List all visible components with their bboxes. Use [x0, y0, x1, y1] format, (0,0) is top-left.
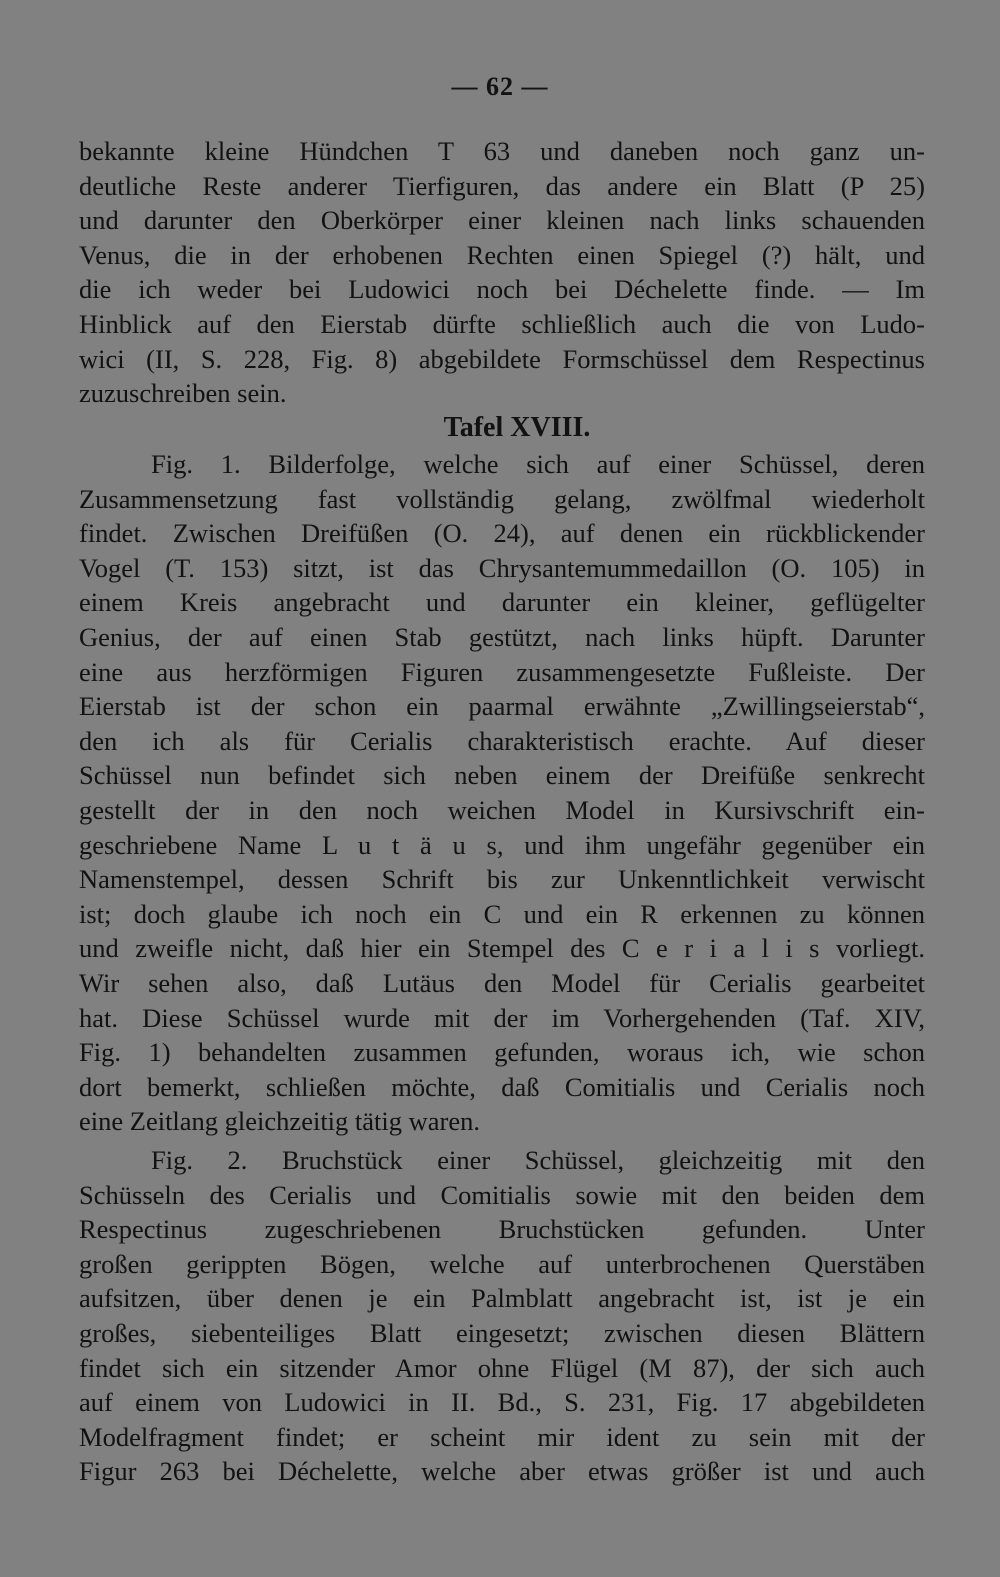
- text-line: auf einem von Ludowici in II. Bd., S. 231, Fig. 17 abgebildeten: [79, 1387, 925, 1418]
- text-line: deutliche Reste anderer Tierfiguren, das andere ein Blatt (P 25): [79, 170, 925, 201]
- text-line: findet sich ein sitzender Amor ohne Flügel (M 87), der sich auch: [79, 1352, 925, 1383]
- section-heading: Tafel XVIII.: [443, 412, 591, 443]
- text-line: großen gerippten Bögen, welche auf unterbrochenen Querstäben: [79, 1248, 925, 1279]
- text-line: Schüssel nun befindet sich neben einem der Dreifüße senkrecht: [79, 760, 925, 791]
- text-line: ist; doch glaube ich noch ein C und ein R erkennen zu können: [79, 898, 925, 929]
- text-line: eine aus herzförmigen Figuren zusammengesetzte Fußleiste. Der: [79, 656, 925, 687]
- text-line: wici (II, S. 228, Fig. 8) abgebildete Formschüssel dem Respectinus: [79, 343, 925, 374]
- section-fig-1: [79, 411, 925, 1139]
- text-line: hat. Diese Schüssel wurde mit der im Vorhergehenden (Taf. XIV,: [79, 1002, 925, 1033]
- text-line: großes, siebenteiliges Blatt eingesetzt; zwischen diesen Blättern: [79, 1317, 925, 1348]
- text-line: geschriebene Name L u t ä u s, und ihm ungefähr gegenüber ein: [79, 829, 925, 860]
- text-line: Vogel (T. 153) sitzt, ist das Chrysantemummedaillon (O. 105) in: [79, 552, 925, 583]
- section-fig-2: [79, 1143, 925, 1489]
- text-line: gestellt der in den noch weichen Model in Kursivschrift ein-: [79, 794, 925, 825]
- text-line: und darunter den Oberkörper einer kleinen nach links schauenden: [79, 205, 925, 236]
- text-line: Zusammensetzung fast vollständig gelang, zwölfmal wiederholt: [79, 483, 925, 514]
- text-line: bekannte kleine Hündchen T 63 und daneben noch ganz un-: [79, 136, 925, 166]
- text-line: Eierstab ist der schon ein paarmal erwähnte „Zwillingseierstab“,: [79, 691, 925, 722]
- text-line: Hinblick auf den Eierstab dürfte schließlich auch die von Ludo-: [79, 308, 925, 339]
- paragraph-intro: [79, 134, 925, 411]
- text-line: zuzuschreiben sein.: [79, 378, 287, 409]
- text-line: einem Kreis angebracht und darunter ein kleiner, geflügelter: [79, 587, 925, 618]
- text-line: Fig. 2. Bruchstück einer Schüssel, gleichzeitig mit den: [151, 1145, 925, 1175]
- text-line: Respectinus zugeschriebenen Bruchstücken gefunden. Unter: [79, 1214, 925, 1245]
- text-line: aufsitzen, über denen je ein Palmblatt angebracht ist, ist je ein: [79, 1283, 925, 1314]
- text-line: Fig. 1) behandelten zusammen gefunden, woraus ich, wie schon: [79, 1037, 925, 1068]
- text-line: dort bemerkt, schließen möchte, daß Comitialis und Cerialis noch: [79, 1071, 925, 1102]
- text-line: Fig. 1. Bilderfolge, welche sich auf einer Schüssel, deren: [151, 449, 925, 479]
- text-line: Genius, der auf einen Stab gestützt, nach links hüpft. Darunter: [79, 621, 925, 652]
- text-line: und zweifle nicht, daß hier ein Stempel des C e r i a l i s vorliegt.: [79, 933, 925, 964]
- text-line: den ich als für Cerialis charakteristisch erachte. Auf dieser: [79, 725, 925, 756]
- text-line: Wir sehen also, daß Lutäus den Model für Cerialis gearbeitet: [79, 967, 925, 998]
- text-line: Namenstempel, dessen Schrift bis zur Unkenntlichkeit verwischt: [79, 864, 925, 895]
- text-line: findet. Zwischen Dreifüßen (O. 24), auf denen ein rückblickender: [79, 518, 925, 549]
- text-line: eine Zeitlang gleichzeitig tätig waren.: [79, 1106, 481, 1137]
- text-line: Figur 263 bei Déchelette, welche aber etwas größer ist und auch: [79, 1456, 925, 1487]
- text-line: die ich weder bei Ludowici noch bei Déchelette finde. — Im: [79, 274, 925, 305]
- text-line: Modelfragment findet; er scheint mir ident zu sein mit der: [79, 1421, 925, 1452]
- page-number: — 62 —: [451, 72, 549, 101]
- text-line: Schüsseln des Cerialis und Comitialis sowie mit den beiden dem: [79, 1179, 925, 1210]
- text-line: Venus, die in der erhobenen Rechten einen Spiegel (?) hält, und: [79, 239, 925, 270]
